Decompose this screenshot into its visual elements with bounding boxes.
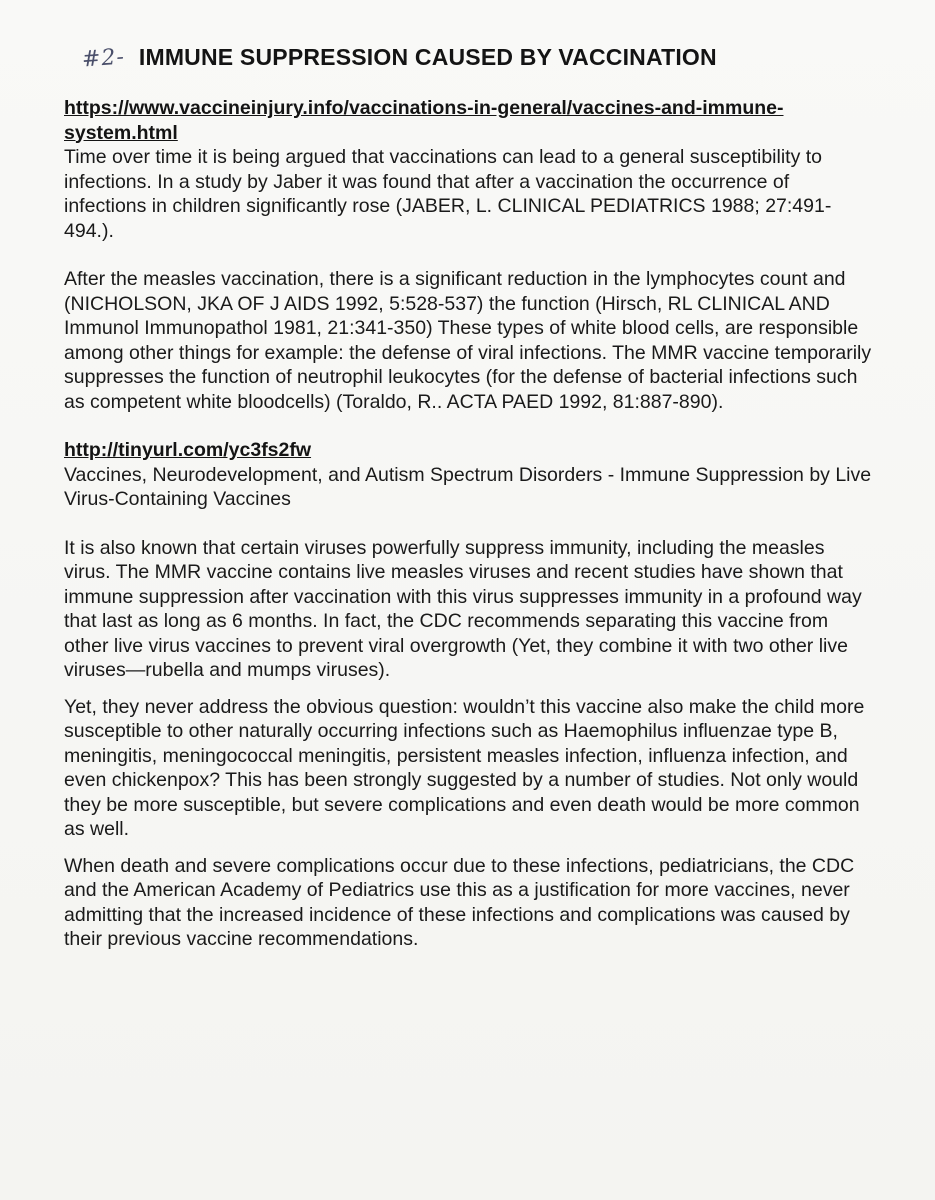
paragraph-justification: When death and severe complications occur due to these infections, pediatricians, the CDC and the American Academy of Pediatrics use this as a justification for more vaccines, never admitting that the increased incidence of these infections and complications was caused by their previous vaccine recommendations.: [64, 854, 855, 950]
paragraph-live-virus-suppression: It is also known that certain viruses powerfully suppress immunity, including the measles virus. The MMR vaccine contains live measles viruses and recent studies have shown that immune suppression after vaccination with this virus suppresses immunity in a profound way that last as long as 6 months. In fact, the CDC recommends separating this vaccine from other live virus vaccines to prevent viral overgrowth (Yet, they combine it with two other live viruses—rubella and mumps viruses).: [64, 536, 862, 681]
handwritten-item-number: #2-: [81, 44, 126, 73]
source-link-tinyurl[interactable]: http://tinyurl.com/yc3fs2fw: [64, 439, 312, 461]
page-title: IMMUNE SUPPRESSION CAUSED BY VACCINATION: [138, 44, 717, 70]
title-row: [82, 44, 882, 71]
spacer: [64, 842, 874, 854]
spacer: [64, 683, 874, 695]
document-body: [64, 96, 874, 952]
paragraph-obvious-question: Yet, they never address the obvious question: wouldn’t this vaccine also make the child more susceptible to other naturally occurring infections such as Haemophilus influenzae type B, meningitis, meningococcal meningitis, persistent measles infection, influenza infection, and even chickenpox? This has been strongly suggested by a number of studies. Not only would they be more susceptible, but severe complications and even death would be more common as well.: [64, 695, 865, 840]
source-subtitle: Vaccines, Neurodevelopment, and Autism Spectrum Disorders - Immune Suppression by Live Virus-Containing Vaccines: [64, 463, 872, 510]
paragraph-measles-lymphocytes: After the measles vaccination, there is a significant reduction in the lymphocytes count and (NICHOLSON, JKA OF J AIDS 1992, 5:528-537) the function (Hirsch, RL CLINICAL AND Immunol Immunopathol 1981, 21:341-350) These types of white blood cells, are responsible among other things for example: the defense of viral infections. The MMR vaccine temporarily suppresses the function of neutrophil leukocytes (for the defense of bacterial infections such as competent white bloodcells) (Toraldo, R.. ACTA PAED 1992, 81:887-890).: [64, 268, 872, 413]
paragraph-general-susceptibility: Time over time it is being argued that vaccinations can lead to a general susceptibility to infections. In a study by Jaber it was found that after a vaccination the occurrence of infections in children significantly rose (JABER, L. CLINICAL PEDIATRICS 1988; 27:491-494.).: [64, 146, 832, 242]
spacer: [64, 243, 874, 267]
spacer: [64, 512, 874, 536]
spacer: [64, 414, 874, 438]
source-link-vaccineinjury[interactable]: https://www.vaccineinjury.info/vaccinations-in-general/vaccines-and-immune-system.html: [64, 97, 784, 144]
